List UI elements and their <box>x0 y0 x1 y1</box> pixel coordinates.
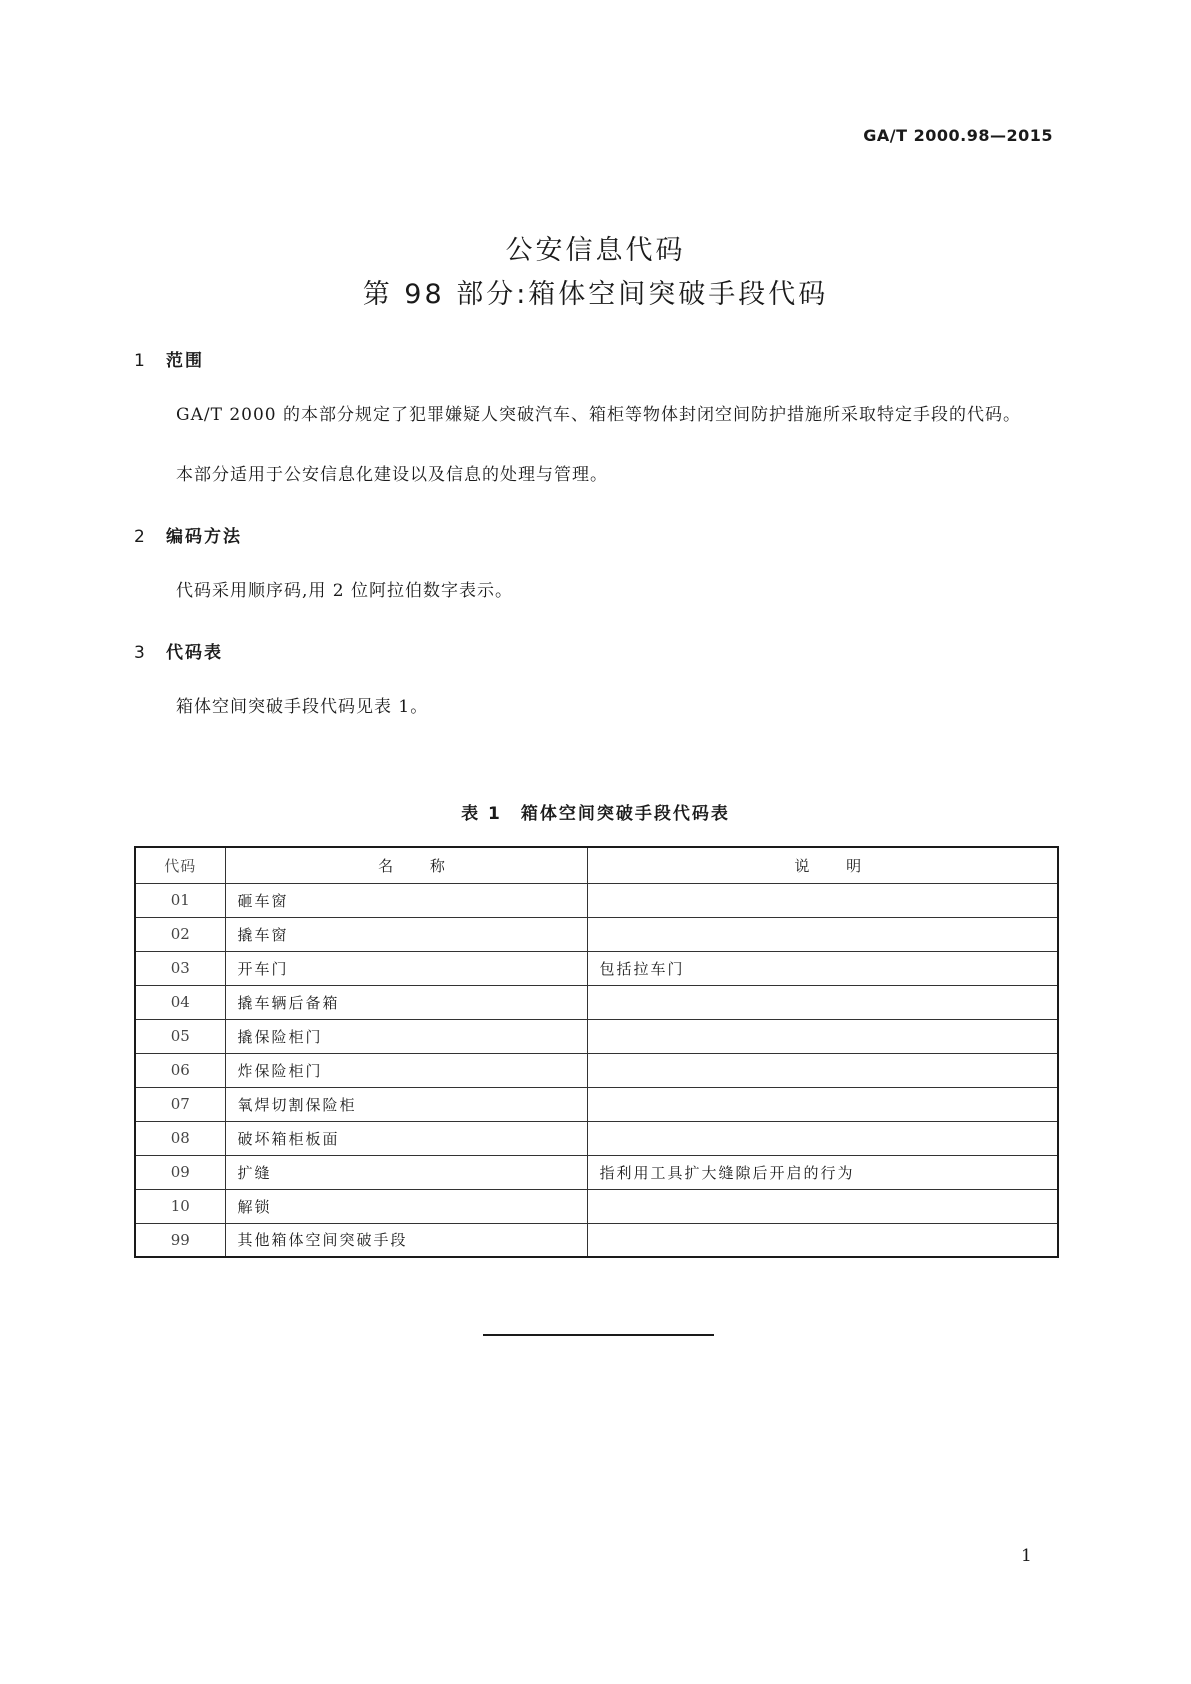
table-caption: 表 1 箱体空间突破手段代码表 <box>461 804 730 824</box>
section-number: 1 <box>134 351 147 371</box>
section-number: 2 <box>134 527 147 547</box>
encoding-paragraph: 代码采用顺序码,用 2 位阿拉伯数字表示。 <box>176 581 514 601</box>
applicability-paragraph: 本部分适用于公安信息化建设以及信息的处理与管理。 <box>176 465 608 485</box>
cell-name: 氧焊切割保险柜 <box>225 1087 587 1121</box>
section-title: 范围 <box>166 351 204 371</box>
cell-description <box>587 1189 1058 1223</box>
cell-code: 08 <box>135 1121 225 1155</box>
scope-paragraph: GA/T 2000 的本部分规定了犯罪嫌疑人突破汽车、箱柜等物体封闭空间防护措施所采取特定手段的代码。 <box>176 405 1021 425</box>
header-code: 代码 <box>135 847 225 883</box>
cell-description <box>587 1121 1058 1155</box>
cell-name: 扩缝 <box>225 1155 587 1189</box>
section-title: 代码表 <box>166 643 223 663</box>
cell-description <box>587 1019 1058 1053</box>
cell-code: 05 <box>135 1019 225 1053</box>
section-number: 3 <box>134 643 147 663</box>
cell-code: 99 <box>135 1223 225 1257</box>
page-number: 1 <box>1021 1546 1032 1566</box>
cell-code: 03 <box>135 951 225 985</box>
section-title: 编码方法 <box>166 527 242 547</box>
cell-name: 撬保险柜门 <box>225 1019 587 1053</box>
header-description: 说 明 <box>587 847 1058 883</box>
cell-description: 指利用工具扩大缝隙后开启的行为 <box>587 1155 1058 1189</box>
cell-name: 开车门 <box>225 951 587 985</box>
section-1-heading <box>134 346 204 371</box>
table-row <box>135 1121 1058 1155</box>
section-3-heading <box>134 638 223 663</box>
cell-code: 06 <box>135 1053 225 1087</box>
table-body <box>135 883 1058 1257</box>
table-row <box>135 917 1058 951</box>
table-row <box>135 1053 1058 1087</box>
code-table <box>134 846 1059 1258</box>
cell-description <box>587 883 1058 917</box>
table-reference-paragraph: 箱体空间突破手段代码见表 1。 <box>176 697 429 717</box>
document-subtitle: 第 98 部分:箱体空间突破手段代码 <box>362 279 829 310</box>
table-row <box>135 951 1058 985</box>
cell-code: 01 <box>135 883 225 917</box>
end-rule <box>483 1334 714 1336</box>
cell-name: 撬车窗 <box>225 917 587 951</box>
table-row <box>135 1155 1058 1189</box>
cell-name: 其他箱体空间突破手段 <box>225 1223 587 1257</box>
document-title: 公安信息代码 <box>505 235 686 266</box>
cell-name: 解锁 <box>225 1189 587 1223</box>
cell-description <box>587 917 1058 951</box>
table-row <box>135 1223 1058 1257</box>
section-2-heading <box>134 522 242 547</box>
table-row <box>135 985 1058 1019</box>
cell-code: 02 <box>135 917 225 951</box>
cell-code: 10 <box>135 1189 225 1223</box>
cell-description <box>587 1053 1058 1087</box>
header-name: 名 称 <box>225 847 587 883</box>
cell-name: 撬车辆后备箱 <box>225 985 587 1019</box>
table-row <box>135 1019 1058 1053</box>
table-header-row <box>135 847 1058 883</box>
cell-name: 炸保险柜门 <box>225 1053 587 1087</box>
cell-description: 包括拉车门 <box>587 951 1058 985</box>
cell-name: 砸车窗 <box>225 883 587 917</box>
standard-code: GA/T 2000.98—2015 <box>863 126 1053 145</box>
table-row <box>135 1087 1058 1121</box>
cell-code: 09 <box>135 1155 225 1189</box>
cell-description <box>587 1087 1058 1121</box>
table-row <box>135 883 1058 917</box>
cell-code: 04 <box>135 985 225 1019</box>
cell-description <box>587 1223 1058 1257</box>
cell-description <box>587 985 1058 1019</box>
table-row <box>135 1189 1058 1223</box>
cell-name: 破坏箱柜板面 <box>225 1121 587 1155</box>
cell-code: 07 <box>135 1087 225 1121</box>
